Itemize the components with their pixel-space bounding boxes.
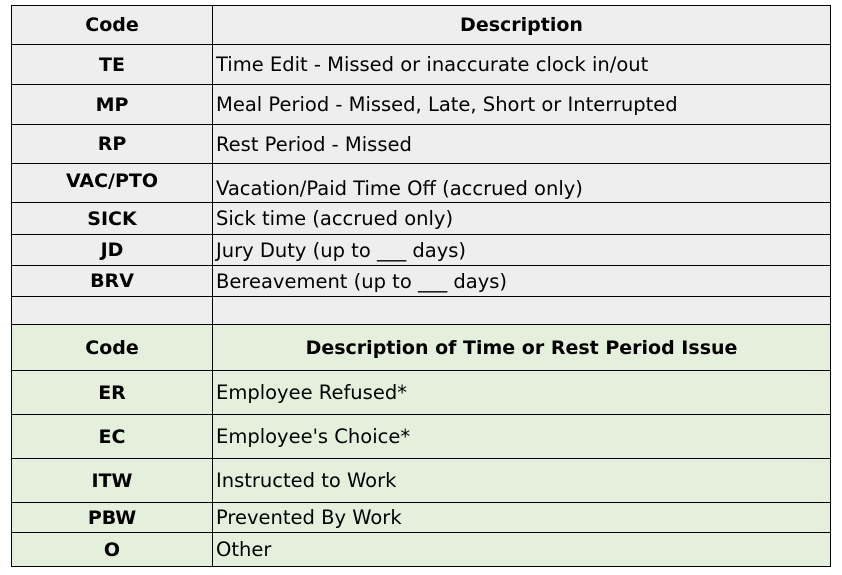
row-code: MP (12, 85, 213, 125)
row-code: SICK (12, 203, 213, 235)
table-row (12, 235, 831, 266)
row-description: Rest Period - Missed (213, 125, 831, 164)
table-row (12, 125, 831, 164)
header-code: Code (12, 325, 213, 371)
row-code: EC (12, 415, 213, 459)
table-row (12, 85, 831, 125)
row-code: TE (12, 45, 213, 85)
table-row (12, 45, 831, 85)
row-code: O (12, 533, 213, 567)
header-code: Code (12, 6, 213, 45)
row-description: Jury Duty (up to ___ days) (213, 235, 831, 266)
table-row (12, 371, 831, 415)
header-description: Description (213, 6, 831, 45)
header-row (12, 6, 831, 45)
row-description: Instructed to Work (213, 459, 831, 503)
codes-table (11, 5, 831, 567)
row-code: VAC/PTO (12, 164, 213, 203)
header-description: Description of Time or Rest Period Issue (213, 325, 831, 371)
row-description: Meal Period - Missed, Late, Short or Interrupted (213, 85, 831, 125)
row-code: RP (12, 125, 213, 164)
table-row (12, 203, 831, 235)
row-code: ITW (12, 459, 213, 503)
row-code: PBW (12, 503, 213, 533)
table-row (12, 415, 831, 459)
header-row (12, 325, 831, 371)
row-description: Employee Refused* (213, 371, 831, 415)
row-code: JD (12, 235, 213, 266)
row-description: Employee's Choice* (213, 415, 831, 459)
table-row (12, 459, 831, 503)
row-description: Sick time (accrued only) (213, 203, 831, 235)
table-row (12, 533, 831, 567)
table-row (12, 503, 831, 533)
table-row (12, 164, 831, 203)
row-description: Time Edit - Missed or inaccurate clock in/out (213, 45, 831, 85)
row-description: Prevented By Work (213, 503, 831, 533)
spacer-cell (12, 297, 213, 325)
row-description: Bereavement (up to ___ days) (213, 266, 831, 297)
row-description: Vacation/Paid Time Off (accrued only) (213, 164, 831, 203)
table-row (12, 266, 831, 297)
row-code: ER (12, 371, 213, 415)
row-description: Other (213, 533, 831, 567)
spacer-cell (213, 297, 831, 325)
spacer-row (12, 297, 831, 325)
row-code: BRV (12, 266, 213, 297)
